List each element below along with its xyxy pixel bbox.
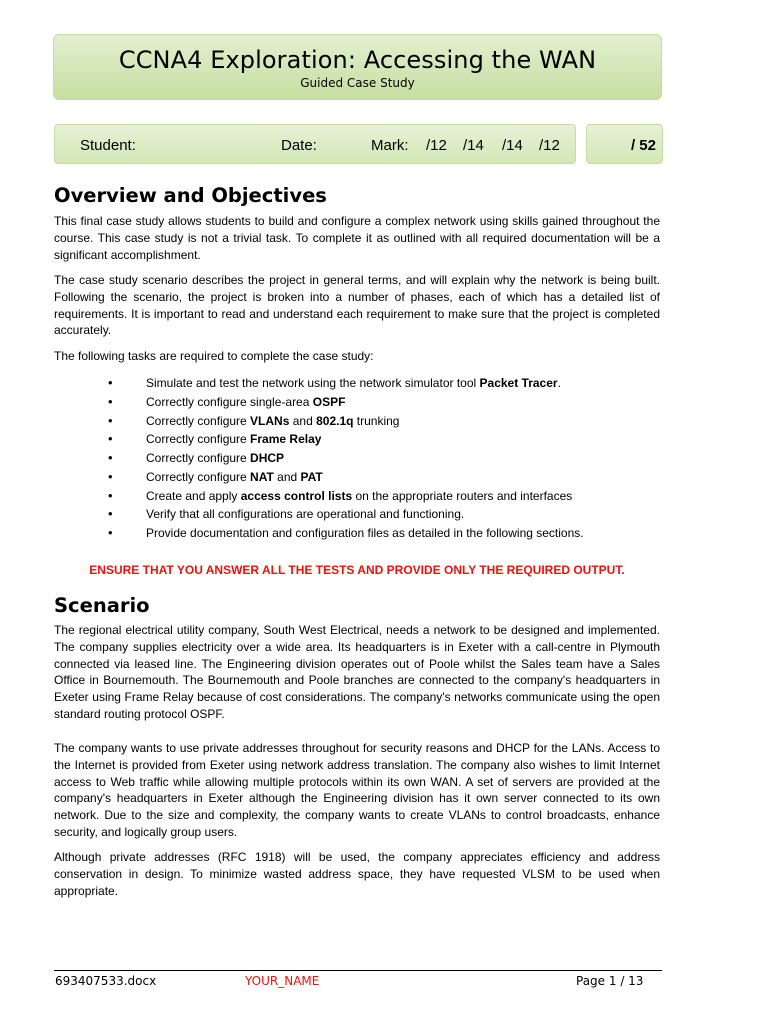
- scenario-heading: Scenario: [54, 594, 150, 617]
- mark-part-4: /12: [539, 137, 560, 154]
- bullet-icon: •: [108, 506, 113, 522]
- bullet-icon: •: [108, 393, 113, 409]
- scenario-paragraph-2: The company wants to use private addresses throughout for security reasons and DHCP for the LANs. Access to the Internet is provided from Exeter using network address translation. The company also wishes to limit Internet access to Web traffic while allowing multiple protocols within its own WAN. A set of servers are provided at the company's headquarters in Exeter although the Engineering division has it own server connected to its own network. Due to the size and complexity, the company wants to create VLANs to control broadcasts, enhance security, and logically group users.: [54, 741, 660, 839]
- total-mark-box: [586, 124, 663, 164]
- task-list: [108, 374, 584, 543]
- student-info-bar: [54, 124, 576, 164]
- student-label: Student:: [80, 137, 136, 154]
- mark-label: Mark:: [371, 137, 409, 154]
- footer-divider: [54, 970, 662, 971]
- list-item: • Create and apply access control lists on the appropriate routers and interfaces: [108, 487, 584, 506]
- scenario-paragraph-1: The regional electrical utility company, South West Electrical, needs a network to be designed and implemented. The company supplies electricity over a wide area. Its headquarters is in Exeter with a call-centre in Plymouth connected via leased line. The Engineering division operates out of Poole whilst the Sales team have a Sales Office in Bournemouth. The Bournemouth and Poole branches are connected to the company's headquarters in Exeter using Frame Relay because of cost considerations. The company's networks communicate using the open standard routing protocol OSPF.: [54, 623, 660, 721]
- scenario-paragraph-3: Although private addresses (RFC 1918) will be used, the company appreciates efficiency and address conservation in design. To minimize wasted address space, they have requested VLSM to be used when appropriate.: [54, 850, 660, 898]
- mark-part-2: /14: [463, 137, 484, 154]
- mark-part-3: /14: [502, 137, 523, 154]
- overview-paragraph-1: This final case study allows students to build and configure a complex network using skills gained throughout the course. This case study is not a trivial task. To complete it as outlined with all required documentation will be a significant accomplishment.: [54, 214, 660, 262]
- date-label: Date:: [281, 137, 317, 154]
- list-item: • Provide documentation and configuration files as detailed in the following sections.: [108, 524, 584, 543]
- footer-page-number: Page 1 / 13: [576, 974, 644, 988]
- bullet-icon: •: [108, 431, 113, 447]
- list-item: • Correctly configure DHCP: [108, 449, 584, 468]
- overview-heading: Overview and Objectives: [54, 184, 327, 207]
- bullet-icon: •: [108, 525, 113, 540]
- footer-author-name: YOUR_NAME: [245, 974, 320, 988]
- bullet-icon: •: [108, 468, 113, 484]
- list-item: • Verify that all configurations are operational and functioning.: [108, 505, 584, 524]
- list-item: • Correctly configure VLANs and 802.1q trunking: [108, 412, 584, 431]
- document-subtitle: Guided Case Study: [300, 76, 415, 90]
- list-item: • Correctly configure Frame Relay: [108, 430, 584, 449]
- warning-notice: ENSURE THAT YOU ANSWER ALL THE TESTS AND PROVIDE ONLY THE REQUIRED OUTPUT.: [89, 563, 625, 577]
- title-banner: [53, 34, 662, 100]
- overview-paragraph-2: The case study scenario describes the project in general terms, and will explain why the network is being built. Following the scenario, the project is broken into a number of phases, each of which has a detailed list of requirements. It is important to read and understand each requirement to make sure that the project is completed accurately.: [54, 273, 660, 338]
- list-item: • Simulate and test the network using the network simulator tool Packet Tracer.: [108, 374, 584, 393]
- bullet-icon: •: [108, 450, 113, 465]
- bullet-icon: •: [108, 487, 113, 503]
- total-mark: / 52: [630, 137, 656, 154]
- list-item: • Correctly configure single-area OSPF: [108, 393, 584, 412]
- list-item: • Correctly configure NAT and PAT: [108, 468, 584, 487]
- bullet-icon: •: [108, 375, 113, 390]
- footer-filename: 693407533.docx: [55, 974, 157, 988]
- document-title: CCNA4 Exploration: Accessing the WAN: [118, 46, 597, 74]
- mark-part-1: /12: [426, 137, 447, 154]
- overview-paragraph-3: The following tasks are required to complete the case study:: [54, 349, 374, 363]
- bullet-icon: •: [108, 412, 113, 428]
